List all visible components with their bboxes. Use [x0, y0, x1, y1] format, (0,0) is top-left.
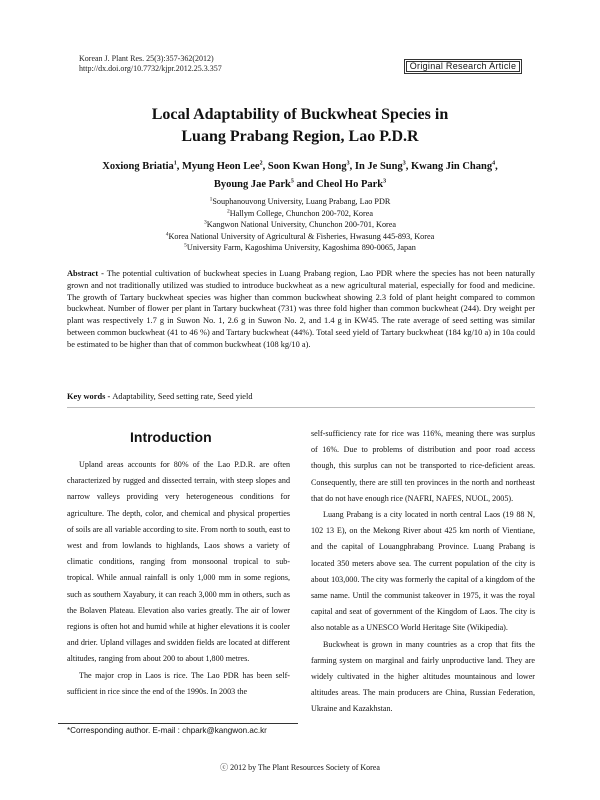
affiliation-number: 2 — [226, 207, 230, 214]
author-affil-mark: 3 — [383, 178, 387, 185]
paper-title — [0, 104, 600, 148]
author-affil-mark: 3 — [402, 160, 406, 167]
affiliation-item — [60, 196, 540, 208]
paragraph: Buckwheat is grown in many countries as a crop that fits the farming system on marginal and fairly unproductive land. They are widely cultivated in the higher altitudes mountainous and lower altitudes areas. The main producers are China, Russian Federation, Ukraine and Kazakhstan. — [311, 639, 535, 714]
affiliation-item — [60, 242, 540, 254]
affiliation-number: 4 — [165, 230, 169, 237]
affiliation-text: Souphanouvong University, Luang Prabang, Lao PDR — [212, 197, 391, 206]
corresponding-author-footnote — [67, 726, 267, 735]
footnote-divider — [58, 723, 298, 724]
title-line-1: Local Adaptability of Buckwheat Species in — [151, 106, 449, 123]
abstract-text: The potential cultivation of buckwheat species in Luang Prabang region, Lao PDR where the species has not been naturally grown and not traditionally utilized was studied to introduce buckwheat as a new agricultural material, especially for food and medicine. The growth of Tartary buckwheat species was higher than common buckwheat showing 2.3 fold of plant height compared to common buckwheat. Number of flower per plant in Tartary buckwheat (731) was three fold higher than common buckwheat (244). Dry weight per plant was respectively 1.7 g in Suwon No. 1, 2.6 g in Suwon No. 2, and 1.4 g in KW45. The rate average of seed setting was similar between common buckwheat (41 to 46 %) and Tartary buckwheat (44%). Total seed yield of Tartary buckwheat (184 kg/10 a) in 10a could be estimated to be higher than that of common buckwheat (108 kg/10 a). — [67, 269, 535, 349]
title-line-2: Luang Prabang Region, Lao P.D.R — [181, 128, 419, 145]
section-divider — [67, 407, 535, 408]
author-conjunction: and — [296, 179, 314, 190]
keywords-label: Key words - — [67, 392, 113, 401]
affiliation-item — [60, 219, 540, 231]
affiliation-text: University Farm, Kagoshima University, Kagoshima 890-0065, Japan — [186, 243, 416, 252]
keywords-text: Adaptability, Seed setting rate, Seed yield — [112, 392, 253, 401]
left-text-column — [67, 457, 290, 700]
author-email[interactable]: E-mail : chpark@kangwon.ac.kr — [152, 726, 267, 735]
affiliation-number: 1 — [209, 196, 213, 203]
paragraph: Luang Prabang is a city located in north central Laos (19 88 N, 102 13 E), on the Mekong River about 425 km north of Vientiane, and the capital of Louangphrabang Province. Luang Prabang is located 350 meters above sea. The current population of the city is about 103,000. The city was formerly the capital of a kingdom of the same name. Until the communist takeover in 1975, it was the royal capital and seat of government of the Kingdom of Laos. The city is also notable as a UNESCO World Heritage Site (Wikipedia). — [311, 510, 535, 633]
author-name: Cheol Ho Park — [316, 179, 384, 190]
affiliation-number: 3 — [203, 219, 207, 226]
author-name: Xoxiong Briatia — [102, 161, 174, 172]
abstract — [67, 268, 535, 351]
paragraph: Upland areas accounts for 80% of the Lao P.D.R. are often characterized by rugged and dissected terrain, with steep slopes and narrow valleys providing very heterogeneous conditions for agriculture. The depth, color, and chemical and physical properties of soils are all variable according to site. From north to south, east to west and from lowlands to highlands, Laos shows a variety of climatic conditions, ranging from monsoonal tropical to sub-tropical. While annual rainfall is only 1,000 mm in some regions, such as southern Xayabury, it can reach 3,000 mm in others, such as the Bolaven Plateau. Elevation also varies greatly. The air of lower regions is often hot and humid while at higher elevations it is cooler and drier. Upland villages and swidden fields are located at different altitudes, ranging from about 200 to about 1,800 metres. — [67, 460, 290, 664]
author-name: Myung Heon Lee — [182, 161, 260, 172]
article-type-badge: Original Research Article — [404, 59, 522, 74]
author-affil-mark: 4 — [492, 160, 496, 167]
author-name: Byoung Jae Park — [213, 179, 291, 190]
affiliation-text: Korea National University of Agricultural & Fisheries, Hwasung 445-893, Korea — [168, 231, 435, 241]
affiliation-number: 5 — [184, 242, 187, 249]
author-name: In Je Sung — [354, 161, 403, 172]
author-affil-mark: 2 — [259, 160, 263, 167]
keywords — [67, 391, 253, 402]
affiliation-list — [60, 196, 540, 254]
right-text-column — [311, 426, 535, 718]
doi-link[interactable]: http://dx.doi.org/10.7732/kjpr.2012.25.3.357 — [79, 64, 222, 73]
journal-reference: Korean J. Plant Res. 25(3):357-362(2012) — [79, 54, 214, 63]
copyright-footer: ⓒ 2012 by The Plant Resources Society of Korea — [220, 763, 380, 772]
abstract-label: Abstract - — [67, 269, 107, 278]
author-list: Xoxiong Briatia$^1$, Myung Heon Lee$^2$, Soon Kwan Hong$^3$, In Je Sung$^3$, Kwang Jin Chang$^4$, Byoung Jae Park$^5$ and Cheol Ho Park$^3$ — [102, 160, 498, 190]
author-affil-mark: 5 — [290, 178, 294, 185]
affiliation-item — [60, 208, 540, 220]
footnote-label: *Corresponding author. — [67, 726, 153, 735]
author-affil-mark: 1 — [173, 160, 177, 167]
author-name: Kwang Jin Chang — [410, 161, 493, 172]
affiliation-item — [60, 231, 540, 243]
affiliation-text: Hallym College, Chunchon 200-702, Korea — [229, 208, 373, 218]
section-heading-introduction: Introduction — [130, 429, 212, 445]
author-name: Soon Kwan Hong — [267, 161, 347, 172]
paragraph: The major crop in Laos is rice. The Lao PDR has been self-sufficient in rice since the end of the 1990s. In 2003 the — [67, 670, 290, 696]
author-affil-mark: 3 — [346, 160, 350, 167]
affiliation-text: Kangwon National University, Chunchon 200-701, Korea — [206, 220, 397, 229]
journal-citation — [79, 54, 222, 74]
paragraph: self-sufficiency rate for rice was 116%, meaning there was surplus of 16%. Due to problems of distribution and poor road access though, this surplus can not be transported to rice-deficient areas. Consequently, there are still ten provinces in the north and northeast that do not have enough rice (NAFRI, NAFES, NUOL, 2005). — [311, 429, 535, 503]
